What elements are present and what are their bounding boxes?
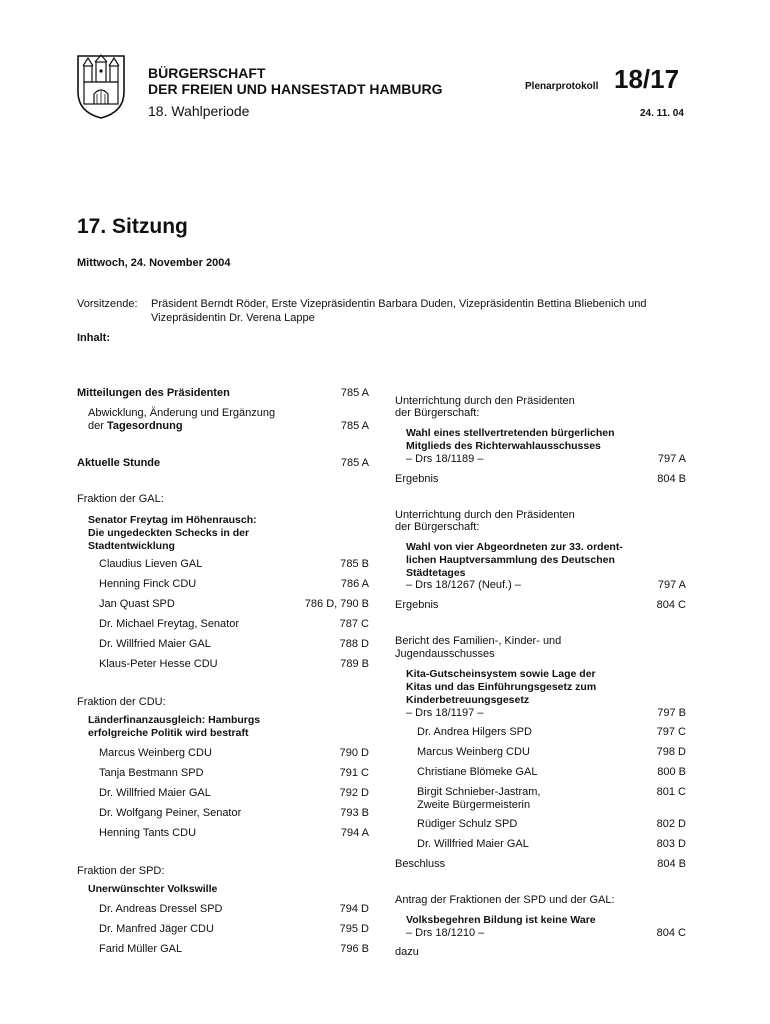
b1-title-line1: Kita-Gutscheinsystem sowie Lage der [406, 668, 596, 680]
speaker-name: Dr. Andrea Hilgers SPD [417, 726, 532, 738]
speaker-page: 787 C [339, 618, 369, 630]
spd-topic-line1: Unerwünschter Volkswille [88, 883, 218, 895]
speaker-name: Farid Müller GAL [99, 943, 183, 955]
u1-intro-line1: Unterrichtung durch den Präsidenten [395, 395, 575, 407]
fraktion-cdu-label: Fraktion der CDU: [77, 696, 166, 708]
b1-intro-line1: Bericht des Familien-, Kinder- und [395, 635, 562, 647]
u2-title-line3: Städtetages [406, 567, 466, 579]
u2-ergebnis-page: 804 C [656, 599, 686, 611]
speaker-name: Tanja Bestmann SPD [99, 767, 204, 779]
speaker-page: 802 D [656, 818, 686, 830]
chair-line1: Präsident Berndt Röder, Erste Vizepräsidentin Barbara Duden, Vizepräsidentin Bettina Bliebenich und [151, 298, 647, 310]
abwicklung-line1: Abwicklung, Änderung und Ergänzung [88, 407, 276, 419]
speaker-name: Henning Tants CDU [99, 827, 197, 839]
speaker-page: 794 D [339, 903, 369, 915]
b1-beschluss: Beschluss [395, 858, 446, 870]
u1-title-line1: Wahl eines stellvertretenden bürgerlichen [406, 427, 615, 439]
u1-ergebnis: Ergebnis [395, 473, 439, 485]
speaker-name: Dr. Andreas Dressel SPD [99, 903, 223, 915]
b1-beschluss-page: 804 B [657, 858, 686, 870]
session-title: 17. Sitzung [77, 215, 188, 238]
a1-title: Volksbegehren Bildung ist keine Ware [406, 914, 596, 926]
gal-topic-line1: Senator Freytag im Höhenrausch: [88, 514, 257, 526]
mitteilungen-page: 785 A [340, 387, 369, 399]
speaker-name: Christiane Blömeke GAL [417, 766, 538, 778]
a1-intro: Antrag der Fraktionen der SPD und der GAL: [395, 894, 615, 906]
speaker-page: 792 D [339, 787, 369, 799]
b1-drs-page: 797 B [657, 707, 686, 719]
cdu-topic-line2: erfolgreiche Politik wird bestraft [88, 727, 249, 739]
speaker-page: 786 A [340, 578, 369, 590]
abwicklung-page: 785 A [340, 420, 369, 432]
abwicklung-line2 [88, 420, 183, 433]
u1-intro-line2: der Bürgerschaft: [395, 407, 480, 419]
speaker-name: Dr. Wolfgang Peiner, Senator [99, 807, 242, 819]
u2-intro-line2: der Bürgerschaft: [395, 521, 480, 533]
contents-label: Inhalt: [77, 332, 110, 344]
speaker-page: 797 C [656, 726, 686, 738]
speaker-name: Jan Quast SPD [99, 598, 175, 610]
speaker-name: Claudius Lieven GAL [99, 558, 203, 570]
parliament-name-line2: DER FREIEN UND HANSESTADT HAMBURG [148, 81, 443, 97]
u1-title-line2: Mitglieds des Richterwahlausschusses [406, 440, 601, 452]
mitteilungen-label: Mitteilungen des Präsidenten [77, 387, 230, 399]
speaker-name: Rüdiger Schulz SPD [417, 818, 518, 830]
protocol-label: Plenarprotokoll [525, 81, 599, 92]
speaker-name: Dr. Manfred Jäger CDU [99, 923, 214, 935]
speaker-name: Marcus Weinberg CDU [417, 746, 530, 758]
speaker-page: 790 D [339, 747, 369, 759]
gal-topic-line2: Die ungedeckten Schecks in der [88, 527, 250, 539]
u2-drs-page: 797 A [657, 579, 686, 591]
u2-ergebnis: Ergebnis [395, 599, 439, 611]
u1-ergebnis-page: 804 B [657, 473, 686, 485]
tagesordnung-label: Tagesordnung [106, 420, 183, 432]
b1-title-line2: Kitas und das Einführungsgesetz zum [406, 681, 597, 693]
chair-label: Vorsitzende: [77, 298, 138, 310]
speaker-page: 793 B [340, 807, 369, 819]
u2-title-line2: lichen Hauptversammlung des Deutschen [406, 554, 615, 566]
fraktion-gal-label: Fraktion der GAL: [77, 493, 164, 505]
speaker-page: 794 A [340, 827, 369, 839]
speaker-page: 786 D, 790 B [304, 598, 369, 610]
a1-drs-page: 804 C [656, 927, 686, 939]
a1-drs: – Drs 18/1210 – [406, 927, 485, 939]
speaker-name: Marcus Weinberg CDU [99, 747, 212, 759]
u2-title-line1: Wahl von vier Abgeordneten zur 33. ordent- [406, 541, 623, 553]
speaker-name: Birgit Schnieber-Jastram, [417, 786, 541, 798]
speaker-page: 791 C [339, 767, 369, 779]
abwicklung-prefix: der [88, 420, 107, 432]
u2-intro-line1: Unterrichtung durch den Präsidenten [395, 509, 575, 521]
speaker-page: 796 B [340, 943, 369, 955]
speaker-page: 795 D [339, 923, 369, 935]
legislative-period: 18. Wahlperiode [148, 103, 250, 119]
speaker-name: Klaus-Peter Hesse CDU [99, 658, 218, 670]
speaker-name-line2: Zweite Bürgermeisterin [417, 799, 531, 811]
speaker-name: Dr. Willfried Maier GAL [99, 787, 211, 799]
u1-drs: – Drs 18/1189 – [406, 453, 484, 465]
speaker-page: 789 B [340, 658, 369, 670]
speaker-name: Dr. Michael Freytag, Senator [99, 618, 240, 630]
protocol-date: 24. 11. 04 [640, 108, 684, 119]
hamburg-coat-of-arms-logo [76, 54, 126, 120]
chair-line2: Vizepräsidentin Dr. Verena Lappe [151, 312, 315, 324]
aktuelle-stunde-label: Aktuelle Stunde [77, 457, 161, 469]
protocol-number: 18/17 [614, 64, 680, 94]
a1-dazu: dazu [395, 946, 419, 958]
speaker-page: 798 D [656, 746, 686, 758]
parliament-name-line1: BÜRGERSCHAFT [148, 65, 266, 81]
speaker-page: 788 D [339, 638, 369, 650]
fraktion-spd-label: Fraktion der SPD: [77, 865, 165, 877]
b1-drs: – Drs 18/1197 – [406, 707, 484, 719]
speaker-page: 801 C [656, 786, 686, 798]
u1-drs-page: 797 A [657, 453, 686, 465]
b1-intro-line2: Jugendausschusses [395, 648, 495, 660]
aktuelle-stunde-page: 785 A [340, 457, 369, 469]
gal-topic-line3: Stadtentwicklung [88, 540, 175, 552]
session-date: Mittwoch, 24. November 2004 [77, 257, 231, 269]
u2-drs: – Drs 18/1267 (Neuf.) – [406, 579, 521, 591]
speaker-name: Henning Finck CDU [99, 578, 197, 590]
speaker-page: 785 B [340, 558, 369, 570]
speaker-page: 800 B [657, 766, 686, 778]
speaker-name: Dr. Willfried Maier GAL [99, 638, 211, 650]
cdu-topic-line1: Länderfinanzausgleich: Hamburgs [88, 714, 261, 726]
b1-title-line3: Kinderbetreuungsgesetz [406, 694, 530, 706]
speaker-page: 803 D [656, 838, 686, 850]
speaker-name: Dr. Willfried Maier GAL [417, 838, 529, 850]
